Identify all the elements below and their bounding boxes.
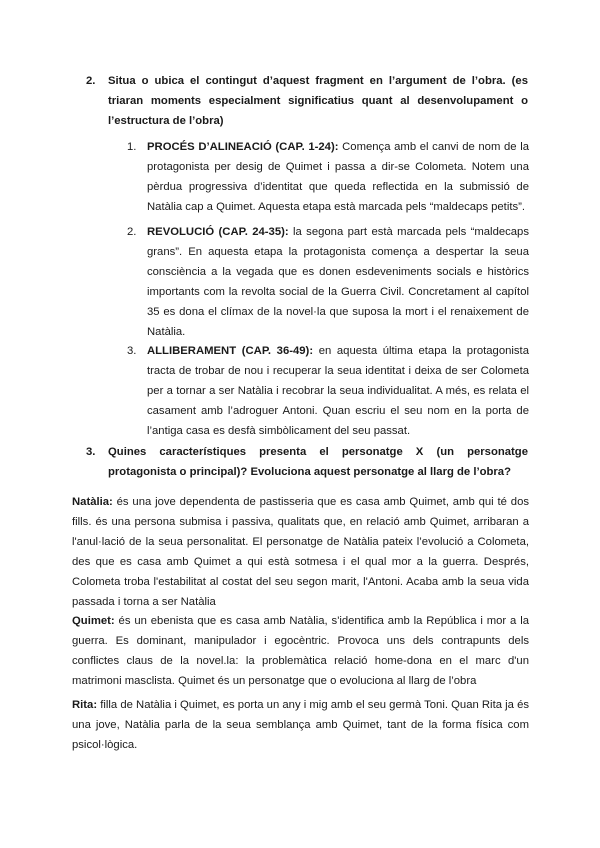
character-quimet bbox=[72, 611, 529, 691]
stage-heading: REVOLUCIÓ (CAP. 24-35): bbox=[147, 226, 289, 238]
question-3-text: Quines característiques presenta el personatge X (un personatge protagonista o principal)? Evoluciona aquest personatge al llarg de l’obra? bbox=[108, 446, 528, 478]
question-3-number: 3. bbox=[86, 446, 96, 458]
stage-body bbox=[147, 137, 529, 217]
stage-body bbox=[147, 341, 529, 441]
stage-number: 3. bbox=[127, 345, 137, 357]
stage-item-2 bbox=[127, 222, 529, 342]
stage-number: 2. bbox=[127, 226, 137, 238]
character-name: Natàlia: bbox=[72, 496, 113, 508]
stage-heading: PROCÉS D’ALINEACIÓ (CAP. 1-24): bbox=[147, 141, 339, 153]
question-3 bbox=[88, 442, 528, 482]
stage-text: en aquesta última etapa la protagonista tracta de trobar de nou i recuperar la seua identitat i deixa de ser Colometa per a tornar a ser Natàlia i recobrar la seua individualitat. A més, es relata el casament amb l’adroguer Antoni. Quan escriu el seu nom en la porta de l’antiga casa es desfà simbòlicament del seu passat. bbox=[147, 345, 529, 437]
stage-number: 1. bbox=[127, 141, 137, 153]
character-rita bbox=[72, 695, 529, 755]
stage-item-1 bbox=[127, 137, 529, 217]
character-name: Quimet: bbox=[72, 615, 115, 627]
stage-text: la segona part està marcada pels “maldecaps grans”. En aquesta etapa la protagonista comença a despertar la seua consciència a la vegada que es donen esdeveniments socials e històrics importants com la revolta social de la Guerra Civil. Concretament al capítol 35 es dona el clímax de la novel·la que suposa la mort i el renaixement de Natàlia. bbox=[147, 226, 529, 338]
character-description: és una jove dependenta de pastisseria que es casa amb Quimet, amb qui té dos fills. és una persona submisa i passiva, qualitats que, en relació amb Quimet, arribaran a l'anul·lació de la seua personalitat. El personatge de Natàlia pateix l’evolució a Colometa, des que es casa amb Quimet a qui està sotmesa i el qual mor a la guerra. Després, Colometa troba l'estabilitat al costat del seu segon marit, l'Antoni. Acaba amb la seua vida passada i torna a ser Natàlia bbox=[72, 496, 529, 608]
stage-body bbox=[147, 222, 529, 342]
character-name: Rita: bbox=[72, 699, 98, 711]
question-2 bbox=[88, 71, 528, 131]
stage-item-3 bbox=[127, 341, 529, 441]
character-description: és un ebenista que es casa amb Natàlia, s'identifica amb la República i mor a la guerra. Es dominant, manipulador i egocèntric. Provoca uns dels contrapunts dels conflictes claus de la novel.la: la problemàtica relació home-dona en el marc d'un matrimoni masclista. Quimet és un personatge que o evoluciona al llarg de l’obra bbox=[72, 615, 529, 687]
stage-heading: ALLIBERAMENT (CAP. 36-49): bbox=[147, 345, 314, 357]
character-natalia bbox=[72, 492, 529, 612]
question-2-number: 2. bbox=[86, 75, 96, 87]
character-description: filla de Natàlia i Quimet, es porta un any i mig amb el seu germà Toni. Quan Rita ja és una jove, Natàlia parla de la seua semblança amb Quimet, tant de la forma física com psicol·lògica. bbox=[72, 699, 529, 751]
stage-text: Comença amb el canvi de nom de la protagonista per desig de Quimet i passa a dir-se Colometa. Notem una pèrdua progressiva d’identitat que queda reflectida en la submissió de Natàlia cap a Quimet. Aquesta etapa està marcada pels “maldecaps petits”. bbox=[147, 141, 530, 213]
question-2-text: Situa o ubica el contingut d’aquest fragment en l’argument de l’obra. (es triaran moments especialment significatius quant al desenvolupament o l’estructura de l’obra) bbox=[108, 75, 528, 127]
